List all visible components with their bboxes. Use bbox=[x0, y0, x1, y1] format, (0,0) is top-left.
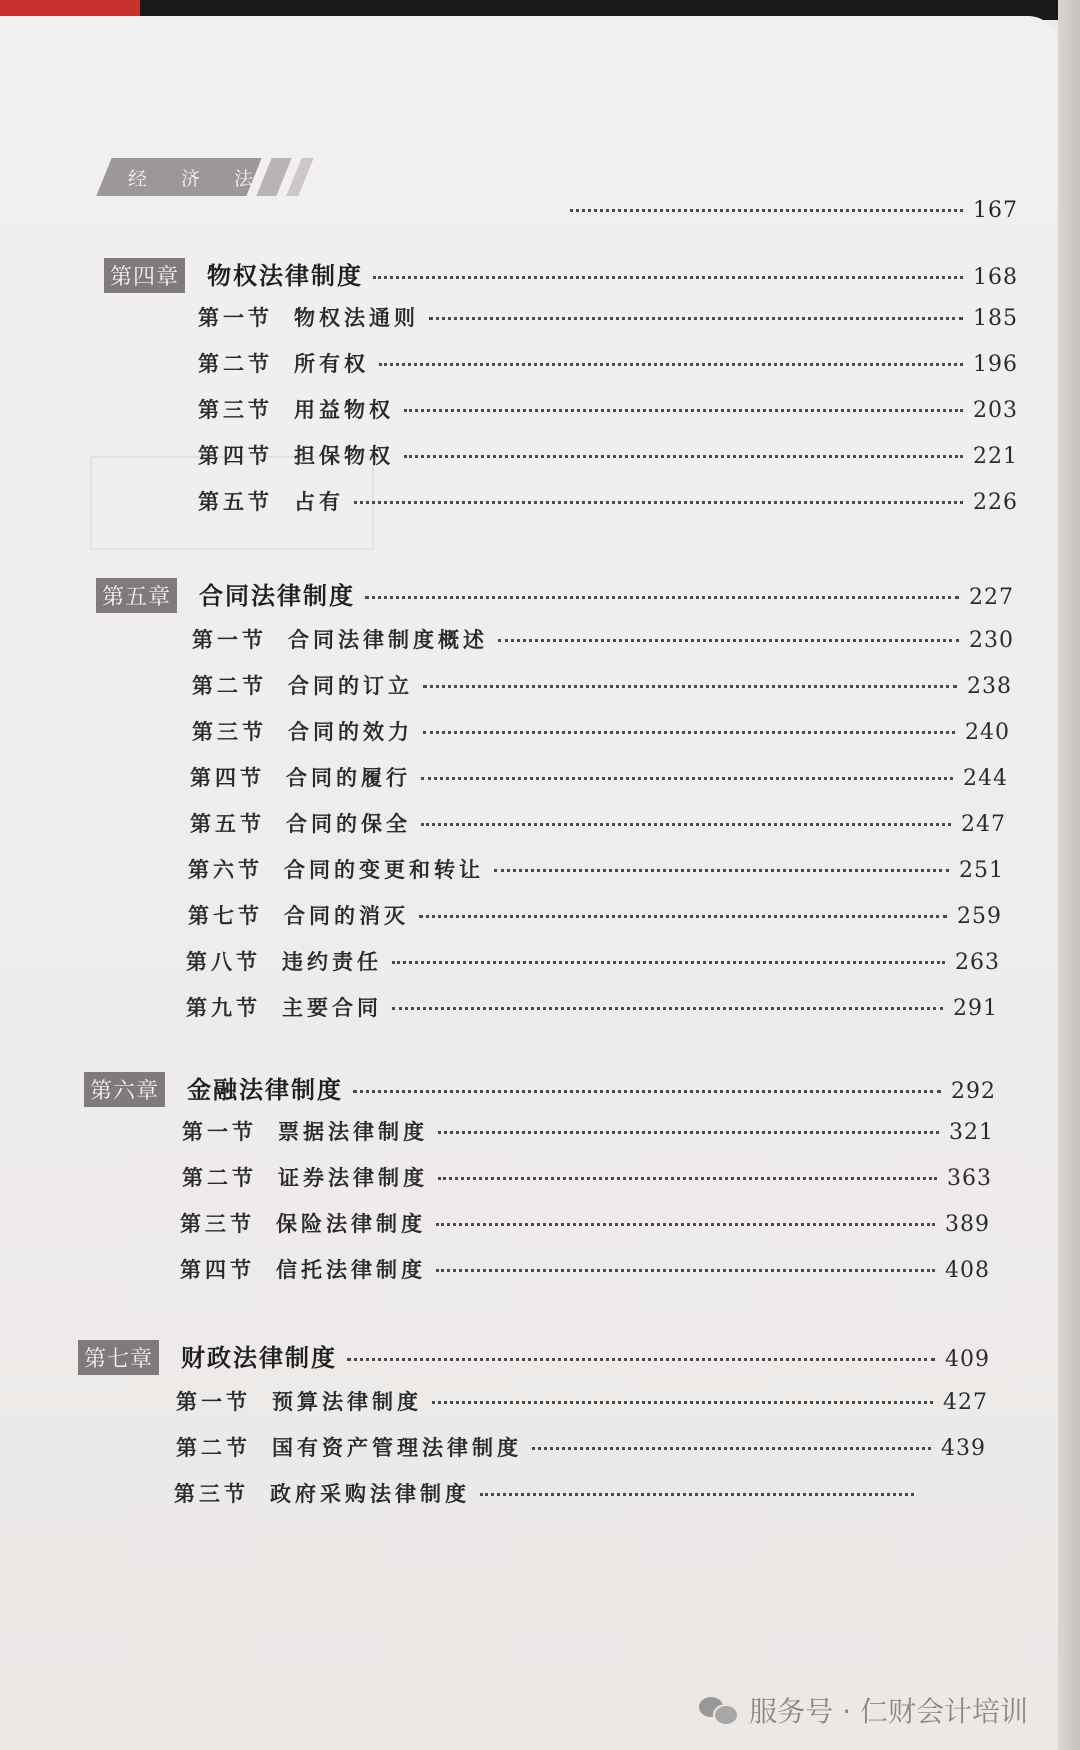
section-row[interactable] bbox=[182, 1116, 994, 1146]
section-title: 担保物权 bbox=[294, 443, 394, 468]
dot-leader bbox=[480, 1493, 914, 1496]
chapter-title: 财政法律制度 bbox=[181, 1344, 338, 1372]
dot-leader bbox=[436, 1269, 935, 1272]
dot-leader bbox=[404, 409, 963, 412]
dot-leader bbox=[392, 1007, 943, 1010]
chapter-row-6[interactable] bbox=[84, 1070, 996, 1107]
section-title: 信托法律制度 bbox=[276, 1257, 426, 1282]
header-title: 经 济 法 bbox=[128, 168, 268, 190]
section-label: 第八节 bbox=[186, 949, 261, 974]
book-page bbox=[0, 16, 1058, 1750]
page-number: 244 bbox=[963, 766, 1008, 791]
section-label: 第七节 bbox=[188, 903, 263, 928]
section-row[interactable] bbox=[198, 348, 1018, 378]
page-number: 203 bbox=[973, 398, 1018, 423]
watermark-text: 服务号 · 仁财会计培训 bbox=[749, 1695, 1028, 1728]
dot-leader bbox=[419, 915, 947, 918]
section-row[interactable] bbox=[198, 302, 1018, 332]
section-row[interactable] bbox=[186, 946, 1000, 976]
dot-leader bbox=[373, 276, 963, 279]
chapter-title: 合同法律制度 bbox=[199, 582, 356, 610]
section-title: 国有资产管理法律制度 bbox=[272, 1435, 522, 1460]
section-label: 第二节 bbox=[176, 1435, 251, 1460]
dot-leader bbox=[532, 1447, 931, 1450]
page-number: 240 bbox=[965, 720, 1010, 745]
section-row[interactable] bbox=[182, 1162, 992, 1192]
section-title: 用益物权 bbox=[294, 397, 394, 422]
chapter-badge: 第五章 bbox=[96, 578, 177, 613]
wechat-icon bbox=[699, 1695, 739, 1725]
section-label: 第六节 bbox=[188, 857, 263, 882]
page-number: 196 bbox=[973, 352, 1018, 377]
chapter-title: 物权法律制度 bbox=[207, 262, 364, 290]
section-label: 第五节 bbox=[190, 811, 265, 836]
section-label: 第一节 bbox=[176, 1389, 251, 1414]
page-number: 321 bbox=[949, 1120, 994, 1145]
dot-leader bbox=[353, 1090, 941, 1093]
section-title: 预算法律制度 bbox=[272, 1389, 422, 1414]
dot-leader bbox=[429, 317, 963, 320]
toc-orphan-line bbox=[560, 198, 1018, 223]
section-title: 政府采购法律制度 bbox=[270, 1481, 470, 1506]
page-number: 226 bbox=[973, 490, 1018, 515]
section-label: 第五节 bbox=[198, 489, 273, 514]
page-number: 409 bbox=[945, 1347, 990, 1372]
dot-leader bbox=[423, 685, 957, 688]
section-row[interactable] bbox=[192, 670, 1012, 700]
page-number: 167 bbox=[973, 198, 1018, 223]
page-number: 291 bbox=[953, 996, 998, 1021]
page-number: 230 bbox=[969, 628, 1014, 653]
page-number: 259 bbox=[957, 904, 1002, 929]
section-title: 所有权 bbox=[294, 351, 369, 376]
dot-leader bbox=[432, 1401, 933, 1404]
section-row[interactable] bbox=[192, 624, 1014, 654]
chapter-title: 金融法律制度 bbox=[187, 1076, 344, 1104]
page-number: 247 bbox=[961, 812, 1006, 837]
dot-leader bbox=[438, 1177, 937, 1180]
page-number: 185 bbox=[973, 306, 1018, 331]
page-number: 408 bbox=[945, 1258, 990, 1283]
dot-leader bbox=[354, 501, 963, 504]
section-row[interactable] bbox=[176, 1386, 988, 1416]
section-label: 第三节 bbox=[180, 1211, 255, 1236]
section-title: 证券法律制度 bbox=[278, 1165, 428, 1190]
page-number: 221 bbox=[973, 444, 1018, 469]
section-title: 合同的效力 bbox=[288, 719, 413, 744]
page-number: 389 bbox=[945, 1212, 990, 1237]
section-label: 第四节 bbox=[198, 443, 273, 468]
dot-leader bbox=[392, 961, 945, 964]
dot-leader bbox=[404, 455, 963, 458]
dot-leader bbox=[379, 363, 963, 366]
section-label: 第九节 bbox=[186, 995, 261, 1020]
section-row[interactable] bbox=[188, 854, 1004, 884]
section-title: 合同的履行 bbox=[286, 765, 411, 790]
section-title: 主要合同 bbox=[282, 995, 382, 1020]
chapter-badge: 第六章 bbox=[84, 1072, 165, 1107]
dot-leader bbox=[438, 1131, 939, 1134]
dot-leader bbox=[421, 777, 953, 780]
section-label: 第三节 bbox=[198, 397, 273, 422]
section-title: 合同的变更和转让 bbox=[284, 857, 484, 882]
section-row[interactable] bbox=[190, 762, 1008, 792]
section-label: 第三节 bbox=[174, 1481, 249, 1506]
section-row[interactable] bbox=[186, 992, 998, 1022]
chapter-row-4[interactable] bbox=[104, 256, 1018, 293]
dot-leader bbox=[498, 639, 959, 642]
section-row[interactable] bbox=[188, 900, 1002, 930]
section-row[interactable] bbox=[198, 486, 1018, 516]
dot-leader bbox=[421, 823, 951, 826]
dot-leader bbox=[436, 1223, 935, 1226]
section-label: 第二节 bbox=[198, 351, 273, 376]
section-title: 合同的保全 bbox=[286, 811, 411, 836]
section-row[interactable] bbox=[180, 1208, 990, 1238]
section-label: 第二节 bbox=[182, 1165, 257, 1190]
page-number: 238 bbox=[967, 674, 1012, 699]
section-title: 合同的订立 bbox=[288, 673, 413, 698]
section-label: 第四节 bbox=[180, 1257, 255, 1282]
section-row[interactable] bbox=[174, 1478, 924, 1508]
dot-leader bbox=[570, 209, 963, 212]
section-title: 违约责任 bbox=[282, 949, 382, 974]
page-number: 263 bbox=[955, 950, 1000, 975]
table-of-contents bbox=[0, 16, 1058, 1716]
section-label: 第四节 bbox=[190, 765, 265, 790]
section-row[interactable] bbox=[176, 1432, 986, 1462]
section-label: 第一节 bbox=[182, 1119, 257, 1144]
section-row[interactable] bbox=[190, 808, 1006, 838]
section-row[interactable] bbox=[180, 1254, 990, 1284]
chapter-row-5[interactable] bbox=[96, 576, 1014, 613]
dot-leader bbox=[347, 1358, 935, 1361]
page-number: 292 bbox=[951, 1079, 996, 1104]
section-title: 占有 bbox=[294, 489, 344, 514]
section-row[interactable] bbox=[198, 440, 1018, 470]
page-number: 427 bbox=[943, 1390, 988, 1415]
section-title: 合同法律制度概述 bbox=[288, 627, 488, 652]
section-label: 第一节 bbox=[192, 627, 267, 652]
dot-leader bbox=[423, 731, 955, 734]
section-label: 第一节 bbox=[198, 305, 273, 330]
chapter-badge: 第七章 bbox=[78, 1340, 159, 1375]
section-row[interactable] bbox=[192, 716, 1010, 746]
page-number: 363 bbox=[947, 1166, 992, 1191]
watermark bbox=[699, 1690, 1028, 1730]
page-number: 227 bbox=[969, 585, 1014, 610]
section-title: 合同的消灭 bbox=[284, 903, 409, 928]
section-row[interactable] bbox=[198, 394, 1018, 424]
page-number: 251 bbox=[959, 858, 1004, 883]
chapter-badge: 第四章 bbox=[104, 258, 185, 293]
section-label: 第二节 bbox=[192, 673, 267, 698]
chapter-row-7[interactable] bbox=[78, 1338, 990, 1375]
section-label: 第三节 bbox=[192, 719, 267, 744]
page-number: 168 bbox=[973, 265, 1018, 290]
section-title: 物权法通则 bbox=[294, 305, 419, 330]
dot-leader bbox=[365, 596, 959, 599]
page-number: 439 bbox=[941, 1436, 986, 1461]
section-title: 保险法律制度 bbox=[276, 1211, 426, 1236]
section-title: 票据法律制度 bbox=[278, 1119, 428, 1144]
book-page-edge bbox=[1058, 0, 1080, 1750]
dot-leader bbox=[494, 869, 949, 872]
